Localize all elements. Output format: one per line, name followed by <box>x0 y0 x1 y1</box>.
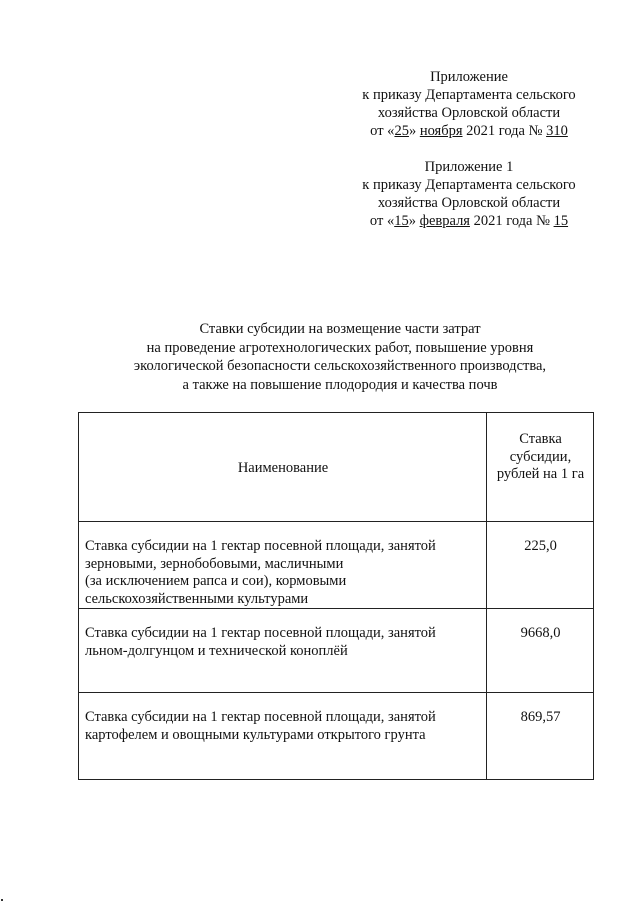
title-line: экологической безопасности сельскохозяйственного производства, <box>133 358 547 374</box>
title-line: а также на повышение плодородия и качества почв <box>182 376 498 393</box>
date-month: ноября <box>419 123 463 139</box>
row-rate-cell: 9668,0 <box>487 609 594 693</box>
appendix-department-line: хозяйства Орловской области <box>377 195 561 211</box>
row-rate-cell: 225,0 <box>487 522 594 609</box>
row-rate-cell: 869,57 <box>487 693 594 780</box>
order-number: 310 <box>546 123 568 139</box>
header-rate-line: Ставка <box>519 431 562 447</box>
header-rate <box>487 413 594 522</box>
scan-speck <box>1 899 3 901</box>
date-mid: » <box>408 123 420 139</box>
document-title <box>80 320 600 394</box>
title-line: Ставки субсидии на возмещение части затрат <box>199 321 481 337</box>
subsidy-rates-table <box>78 412 594 780</box>
row-name-cell <box>79 609 487 693</box>
title-line: на проведение агротехнологических работ, повышение уровня <box>146 339 534 356</box>
row-name-line: Ставка субсидии на 1 гектар посевной площади, занятой <box>85 625 436 641</box>
header-rate-line: рублей на 1 га <box>496 466 585 482</box>
row-name-line: Ставка субсидии на 1 гектар посевной площади, занятой <box>85 538 436 554</box>
table-header-row <box>79 413 594 522</box>
header-name: Наименование <box>79 413 487 522</box>
table-row <box>79 522 594 609</box>
date-prefix: от « <box>370 123 395 139</box>
row-name-line: Ставка субсидии на 1 гектар посевной площади, занятой <box>85 709 436 725</box>
date-month: февраля <box>419 213 470 229</box>
date-day: 25 <box>394 123 409 139</box>
appendix-title: Приложение 1 <box>424 159 514 175</box>
row-name-line: картофелем и овощными культурами открытого грунта <box>85 726 426 743</box>
table-row <box>79 609 594 693</box>
date-year: 2021 года № <box>462 123 547 139</box>
appendix-date-line <box>330 122 608 140</box>
row-name-line: зерновыми, зернобобовыми, масличными <box>85 555 344 572</box>
date-mid: » <box>408 213 420 229</box>
appendix-date-line <box>330 212 608 230</box>
date-prefix: от « <box>369 213 395 229</box>
appendix-order-line: к приказу Департамента сельского <box>362 177 576 193</box>
date-year: 2021 года № <box>469 213 554 229</box>
row-name-line: (за исключением рапса и сои), кормовыми <box>85 573 347 589</box>
appendix-original-header <box>330 158 608 230</box>
header-rate-line: субсидии, <box>509 448 572 465</box>
row-name-line: сельскохозяйственными культурами <box>85 590 309 607</box>
appendix-current-header <box>330 68 608 140</box>
appendix-order-line: к приказу Департамента сельского <box>362 87 576 103</box>
row-name-cell <box>79 522 487 609</box>
appendix-title: Приложение <box>430 69 508 85</box>
row-name-line: льном-долгунцом и технической коноплёй <box>85 642 348 659</box>
appendix-department-line: хозяйства Орловской области <box>377 105 561 121</box>
row-name-cell <box>79 693 487 780</box>
order-number: 15 <box>553 213 569 229</box>
date-day: 15 <box>394 213 409 229</box>
table-row <box>79 693 594 780</box>
